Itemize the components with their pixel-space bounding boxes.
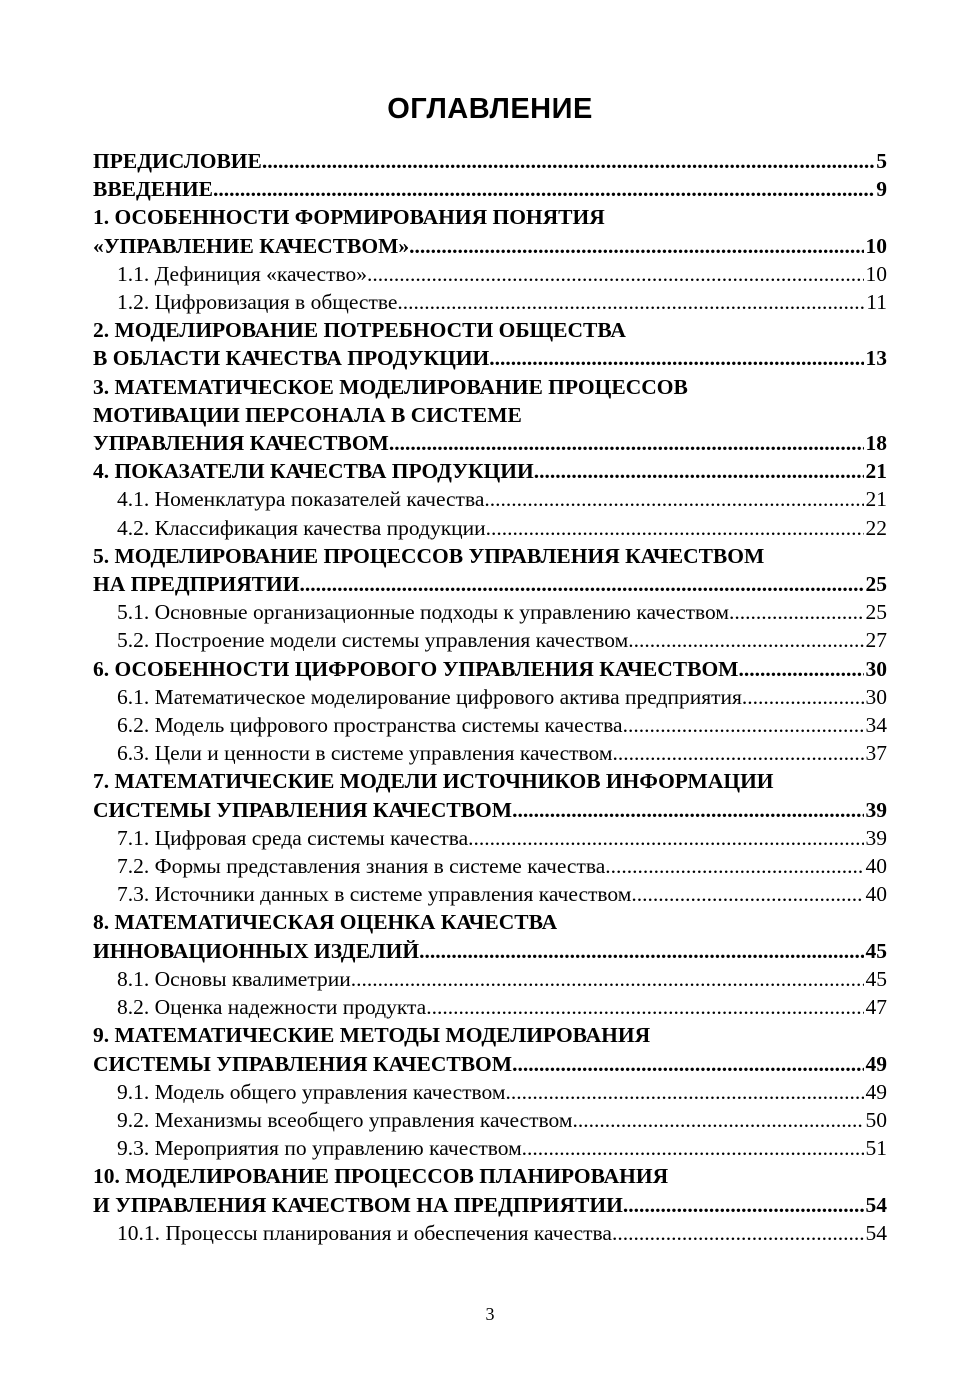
toc-entry-chapter-9[interactable] — [93, 1021, 887, 1077]
toc-entry-title: 7.2. Формы представления знания в системе качества — [117, 854, 606, 879]
toc-entry-introduction[interactable] — [93, 175, 887, 203]
toc-entry-page: 10 — [865, 233, 887, 258]
toc-entry-title-line: 3. МАТЕМАТИЧЕСКОЕ МОДЕЛИРОВАНИЕ ПРОЦЕССОВ — [93, 374, 688, 399]
toc-entry-title: НА ПРЕДПРИЯТИИ — [93, 572, 300, 597]
toc-entry-title: ИННОВАЦИОННЫХ ИЗДЕЛИЙ — [93, 938, 420, 963]
toc-entry-page: 5 — [876, 149, 887, 173]
toc-entry-page: 25 — [865, 600, 887, 625]
toc-entry-title: 9.1. Модель общего управления качеством — [117, 1079, 506, 1104]
toc-entry-page: 9 — [876, 177, 887, 202]
toc-entry-page: 11 — [866, 290, 887, 315]
toc-entry-title: 6.1. Математическое моделирование цифрового актива предприятия — [117, 684, 742, 709]
toc-entry-title: ВВЕДЕНИЕ — [93, 177, 213, 202]
toc-entry-title: 8.2. Оценка надежности продукта — [117, 995, 427, 1020]
toc-entry-title-line: МОТИВАЦИИ ПЕРСОНАЛА В СИСТЕМЕ — [93, 402, 522, 427]
toc-entry-page: 40 — [865, 882, 887, 907]
toc-entry-page: 40 — [865, 854, 887, 879]
toc-entry-chapter-8[interactable] — [93, 908, 887, 964]
toc-entry-title: 9.3. Мероприятия по управлению качеством — [117, 1136, 522, 1161]
toc-entry-section-7-3[interactable] — [93, 880, 887, 908]
toc-entry-page: 50 — [865, 1107, 887, 1132]
toc-entry-section-8-2[interactable] — [93, 993, 887, 1021]
toc-entry-title: И УПРАВЛЕНИЯ КАЧЕСТВОМ НА ПРЕДПРИЯТИИ — [93, 1192, 623, 1217]
toc-entry-page: 34 — [865, 713, 887, 738]
toc-entry-page: 47 — [865, 995, 887, 1020]
toc-entry-section-9-2[interactable] — [93, 1106, 887, 1134]
toc-entry-title-line: 2. МОДЕЛИРОВАНИЕ ПОТРЕБНОСТИ ОБЩЕСТВА — [93, 318, 626, 343]
toc-entry-title-line: 10. МОДЕЛИРОВАНИЕ ПРОЦЕССОВ ПЛАНИРОВАНИЯ — [93, 1164, 669, 1189]
toc-entry-section-4-1[interactable] — [93, 485, 887, 513]
toc-entry-title-line: 9. МАТЕМАТИЧЕСКИЕ МЕТОДЫ МОДЕЛИРОВАНИЯ — [93, 1023, 651, 1048]
toc-entry-chapter-2[interactable] — [93, 316, 887, 372]
toc-entry-page: 39 — [865, 825, 887, 850]
toc-entry-section-6-3[interactable] — [93, 739, 887, 767]
toc-entry-section-1-2[interactable] — [93, 288, 887, 316]
toc-entry-title: «УПРАВЛЕНИЕ КАЧЕСТВОМ» — [93, 233, 410, 258]
toc-entry-title: 1.1. Дефиниция «качество» — [117, 261, 367, 286]
toc-entry-title: 7.1. Цифровая среда системы качества — [117, 825, 469, 850]
page-title: ОГЛАВЛЕНИЕ — [387, 93, 593, 125]
toc-entry-title: 6. ОСОБЕННОСТИ ЦИФРОВОГО УПРАВЛЕНИЯ КАЧЕСТВОМ — [93, 656, 739, 681]
toc-entry-title-line: 1. ОСОБЕННОСТИ ФОРМИРОВАНИЯ ПОНЯТИЯ — [93, 205, 605, 230]
toc-entry-chapter-6[interactable] — [93, 655, 887, 683]
toc-entry-title-line: 8. МАТЕМАТИЧЕСКАЯ ОЦЕНКА КАЧЕСТВА — [93, 910, 558, 935]
toc-entry-page: 21 — [865, 487, 887, 512]
toc-entry-section-9-1[interactable] — [93, 1078, 887, 1106]
toc-entry-title: СИСТЕМЫ УПРАВЛЕНИЯ КАЧЕСТВОМ — [93, 1051, 513, 1076]
toc-entry-page: 13 — [865, 346, 887, 371]
toc-entry-section-5-2[interactable] — [93, 626, 887, 654]
toc-entry-title: 6.3. Цели и ценности в системе управления качеством — [117, 741, 613, 766]
toc-entry-page: 21 — [865, 459, 887, 484]
toc-entry-title: 4.1. Номенклатура показателей качества — [117, 487, 485, 512]
toc-entry-chapter-4[interactable] — [93, 457, 887, 485]
toc-entry-title: ПРЕДИСЛОВИЕ — [93, 149, 262, 173]
toc-entry-chapter-3[interactable] — [93, 373, 887, 458]
toc-entry-title: 5.1. Основные организационные подходы к управлению качеством — [117, 600, 729, 625]
toc-entry-title: 4.2. Классификация качества продукции — [117, 515, 486, 540]
toc-entry-title: 9.2. Механизмы всеобщего управления качеством — [117, 1107, 573, 1132]
toc-entry-section-1-1[interactable] — [93, 260, 887, 288]
toc-entry-title: В ОБЛАСТИ КАЧЕСТВА ПРОДУКЦИИ — [93, 346, 490, 371]
toc-entry-section-7-1[interactable] — [93, 824, 887, 852]
toc-entry-page: 54 — [865, 1220, 887, 1245]
toc-entry-title-line: 7. МАТЕМАТИЧЕСКИЕ МОДЕЛИ ИСТОЧНИКОВ ИНФОРМАЦИИ — [93, 769, 774, 794]
toc-entry-chapter-10[interactable] — [93, 1162, 887, 1218]
toc-entry-title: 4. ПОКАЗАТЕЛИ КАЧЕСТВА ПРОДУКЦИИ — [93, 459, 534, 484]
toc-entry-section-6-2[interactable] — [93, 711, 887, 739]
toc-entry-page: 30 — [865, 684, 887, 709]
toc-entry-chapter-7[interactable] — [93, 767, 887, 823]
toc-entry-section-8-1[interactable] — [93, 965, 887, 993]
toc-entry-page: 51 — [865, 1136, 887, 1161]
toc-entry-title: УПРАВЛЕНИЯ КАЧЕСТВОМ — [93, 431, 389, 456]
page-number: 3 — [485, 1304, 495, 1324]
toc-entry-page: 30 — [865, 656, 887, 681]
toc-entry-page: 37 — [865, 741, 887, 766]
toc-entry-section-7-2[interactable] — [93, 852, 887, 880]
toc-entry-preface[interactable] — [93, 147, 887, 175]
toc-entry-page: 25 — [865, 572, 887, 597]
toc-entry-title: СИСТЕМЫ УПРАВЛЕНИЯ КАЧЕСТВОМ — [93, 797, 513, 822]
toc-entry-page: 39 — [865, 797, 887, 822]
toc-entry-page: 22 — [865, 515, 887, 540]
toc-entry-title: 7.3. Источники данных в системе управления качеством — [117, 882, 632, 907]
toc-entry-section-4-2[interactable] — [93, 514, 887, 542]
toc-entry-page: 49 — [865, 1079, 887, 1104]
toc-entry-title: 6.2. Модель цифрового пространства системы качества — [117, 713, 623, 738]
toc-entry-section-6-1[interactable] — [93, 683, 887, 711]
toc-entry-title: 5.2. Построение модели системы управления качеством — [117, 628, 629, 653]
toc-entry-page: 45 — [865, 966, 887, 991]
toc-entry-page: 45 — [865, 938, 887, 963]
toc-entry-section-9-3[interactable] — [93, 1134, 887, 1162]
toc-entry-title: 8.1. Основы квалиметрии — [117, 966, 351, 991]
toc-entry-title: 1.2. Цифровизация в обществе — [117, 290, 398, 315]
toc-entry-page: 18 — [865, 431, 887, 456]
toc-entry-page: 49 — [865, 1051, 887, 1076]
table-of-contents — [93, 147, 887, 1247]
toc-entry-page: 27 — [865, 628, 887, 653]
toc-entry-page: 10 — [865, 261, 887, 286]
toc-entry-section-5-1[interactable] — [93, 598, 887, 626]
toc-entry-chapter-1[interactable] — [93, 203, 887, 259]
toc-entry-chapter-5[interactable] — [93, 542, 887, 598]
toc-entry-section-10-1[interactable] — [93, 1219, 887, 1247]
toc-entry-title-line: 5. МОДЕЛИРОВАНИЕ ПРОЦЕССОВ УПРАВЛЕНИЯ КАЧЕСТВОМ — [93, 543, 765, 568]
toc-entry-title: 10.1. Процессы планирования и обеспечения качества — [117, 1220, 612, 1245]
toc-entry-page: 54 — [865, 1192, 887, 1217]
